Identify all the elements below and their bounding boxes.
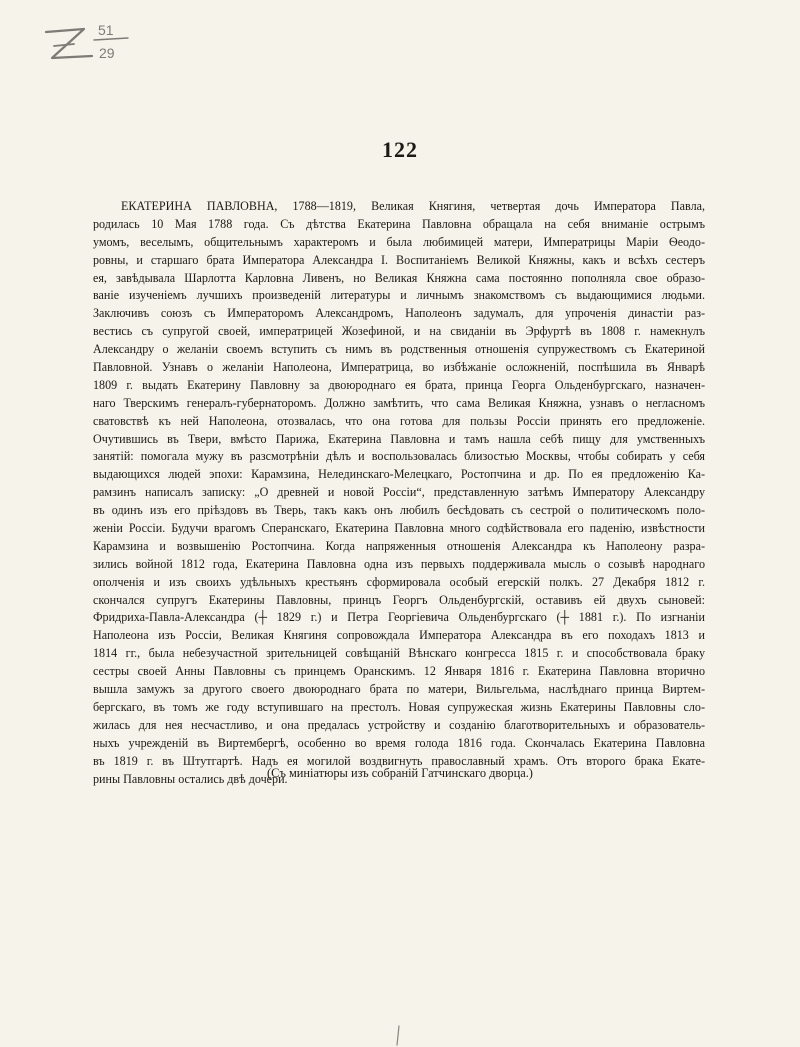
article-body bbox=[93, 198, 705, 788]
annotation-numerator: 51 bbox=[98, 22, 114, 38]
pencil-mark-icon bbox=[40, 18, 140, 68]
body-line: Фридриха-Павла-Александра (┼ 1829 г.) и Петра Георгіевича Ольденбургскаго (┼ 1881 г.). По изгнаніи bbox=[93, 610, 705, 625]
body-line: зились войной 1812 года, Екатерина Павловна одна изъ первыхъ поддерживала мысль о созывѣ народнаго bbox=[93, 556, 705, 571]
image-caption: (Съ миніатюры изъ собраній Гатчинскаго дворца.) bbox=[267, 766, 533, 780]
body-line: Заключивъ союзъ съ Императоромъ Александромъ, Наполеонъ задумалъ, для упроченія династіи раз- bbox=[93, 306, 705, 321]
body-line: ныхъ учрежденій въ Виртембергѣ, особенно во время голода 1816 года. Скончалась Екатерина Павловна bbox=[93, 735, 705, 750]
body-line: Александру о желаніи своемъ вступить съ нимъ въ родственныя отношенія супружествомъ съ Екатериной bbox=[93, 342, 705, 357]
handwritten-annotation bbox=[40, 18, 140, 68]
body-line: въ 1819 г. въ Штутгартѣ. Надъ ея могилой воздвигнуть православный храмъ. Отъ второго брака Екате- bbox=[93, 753, 705, 768]
body-line: бергскаго, въ томъ же году вступившаго на престолъ. Новая супружеская жизнь Екатерины Павловны сло- bbox=[93, 699, 705, 714]
body-line: занятій: помогала мужу въ разсмотрѣніи дѣлъ и воспользовалась близостью Москвы, чтобы собирать у себя bbox=[93, 449, 705, 464]
body-line: вестись съ супругой своей, императрицей Жозефиной, и на свиданіи въ Эрфуртѣ въ 1808 г. намекнулъ bbox=[93, 324, 705, 339]
body-line: вышла замужъ за другого своего двоюроднаго брата по матери, Вильгельма, наслѣднаго принца Виртем- bbox=[93, 682, 705, 697]
body-line: 1814 гг., была небезучастной зрительницей совѣщаній Вѣнскаго конгресса 1815 г. и способствовала браку bbox=[93, 646, 705, 661]
page-number: 122 bbox=[382, 137, 418, 162]
body-line: женіи Россіи. Будучи врагомъ Сперанскаго, Екатерина Павловна много содѣйствовала его паденію, извѣстности bbox=[93, 521, 705, 536]
body-line: сестры своей Анны Павловны съ принцемъ Оранскимъ. 12 Января 1816 г. Екатерина Павловна вторично bbox=[93, 664, 705, 679]
body-line: родилась 10 Мая 1788 года. Съ дѣтства Екатерина Павловна обращала на себя вниманіе острымъ bbox=[93, 216, 705, 231]
pencil-tick-icon bbox=[393, 1025, 403, 1047]
body-line: рины Павловны остались двѣ дочери. bbox=[93, 771, 288, 786]
body-line: рамзинъ написалъ записку: „О древней и новой Россіи“, представленную затѣмъ Императору Александру bbox=[93, 485, 705, 500]
body-line: скончался супругъ Екатерины Павловны, принцъ Георгъ Ольденбургскій, оставивъ ей двухъ сыновей: bbox=[93, 592, 705, 607]
body-line: ея, завѣдывала Шарлотта Карловна Ливенъ, но Великая Княжна сама постоянно пополняла свое образо- bbox=[93, 270, 705, 285]
body-line: Очутившись въ Твери, вмѣсто Парижа, Екатерина Павловна и тамъ нашла себѣ пищу для умственныхъ bbox=[93, 431, 705, 446]
body-line: Наполеона изъ Россіи, Великая Княгиня сопровождала Императора Александра въ его походахъ 1813 и bbox=[93, 628, 705, 643]
body-line: въ одинъ изъ его пріѣздовъ въ Тверь, такъ какъ онъ любилъ бесѣдовать съ сестрой о политическомъ поло- bbox=[93, 503, 705, 518]
body-line: умомъ, веселымъ, общительнымъ характеромъ и была любимицей матери, Императрицы Маріи Ѳеодо- bbox=[93, 234, 705, 249]
body-line: ополченія и изъ своихъ удѣльныхъ крестьянъ сформировала особый егерскій полкъ. 27 Декабря 1812 г. bbox=[93, 574, 705, 589]
body-line: 1809 г. выдать Екатерину Павловну за двоюроднаго ея брата, принца Георга Ольденбургскаго, назначен- bbox=[93, 377, 705, 392]
body-line: ровны, и старшаго брата Императора Александра I. Воспитаніемъ Великой Княжны, какъ и всѣхъ сестеръ bbox=[93, 252, 705, 267]
body-line: Павловной. Узнавъ о желаніи Наполеона, Императрица, во избѣжаніе осложненій, поспѣшила въ Январѣ bbox=[93, 360, 705, 375]
body-line: наго Тверскимъ генералъ-губернаторомъ. Должно замѣтить, что сама Великая Княжна, узнавъ о негласномъ bbox=[93, 395, 705, 410]
body-line: ваніе изученіемъ лучшихъ произведеній литературы и личнымъ знакомствомъ съ выдающимися людьми. bbox=[93, 288, 705, 303]
body-line: ЕКАТЕРИНА ПАВЛОВНА, 1788—1819, Великая Княгиня, четвертая дочь Императора Павла, bbox=[121, 199, 705, 213]
body-line: выдающихся людей эпохи: Карамзина, Нелединскаго-Мелецкаго, Ростопчина и др. По ея предложенію Ка- bbox=[93, 467, 705, 482]
annotation-denominator: 29 bbox=[99, 45, 115, 61]
body-line: Карамзина и возвышенію Ростопчина. Когда напряженныя отношенія Александра къ Наполеону разра- bbox=[93, 538, 705, 553]
body-line: сватовствѣ къ ней Наполеона, отозвалась, что она готова для пользы Россіи принять его предложеніе. bbox=[93, 413, 705, 428]
body-line: жилась для нея несчастливо, и она предалась устройству и созданію благотворительныхъ и образователь- bbox=[93, 717, 705, 732]
